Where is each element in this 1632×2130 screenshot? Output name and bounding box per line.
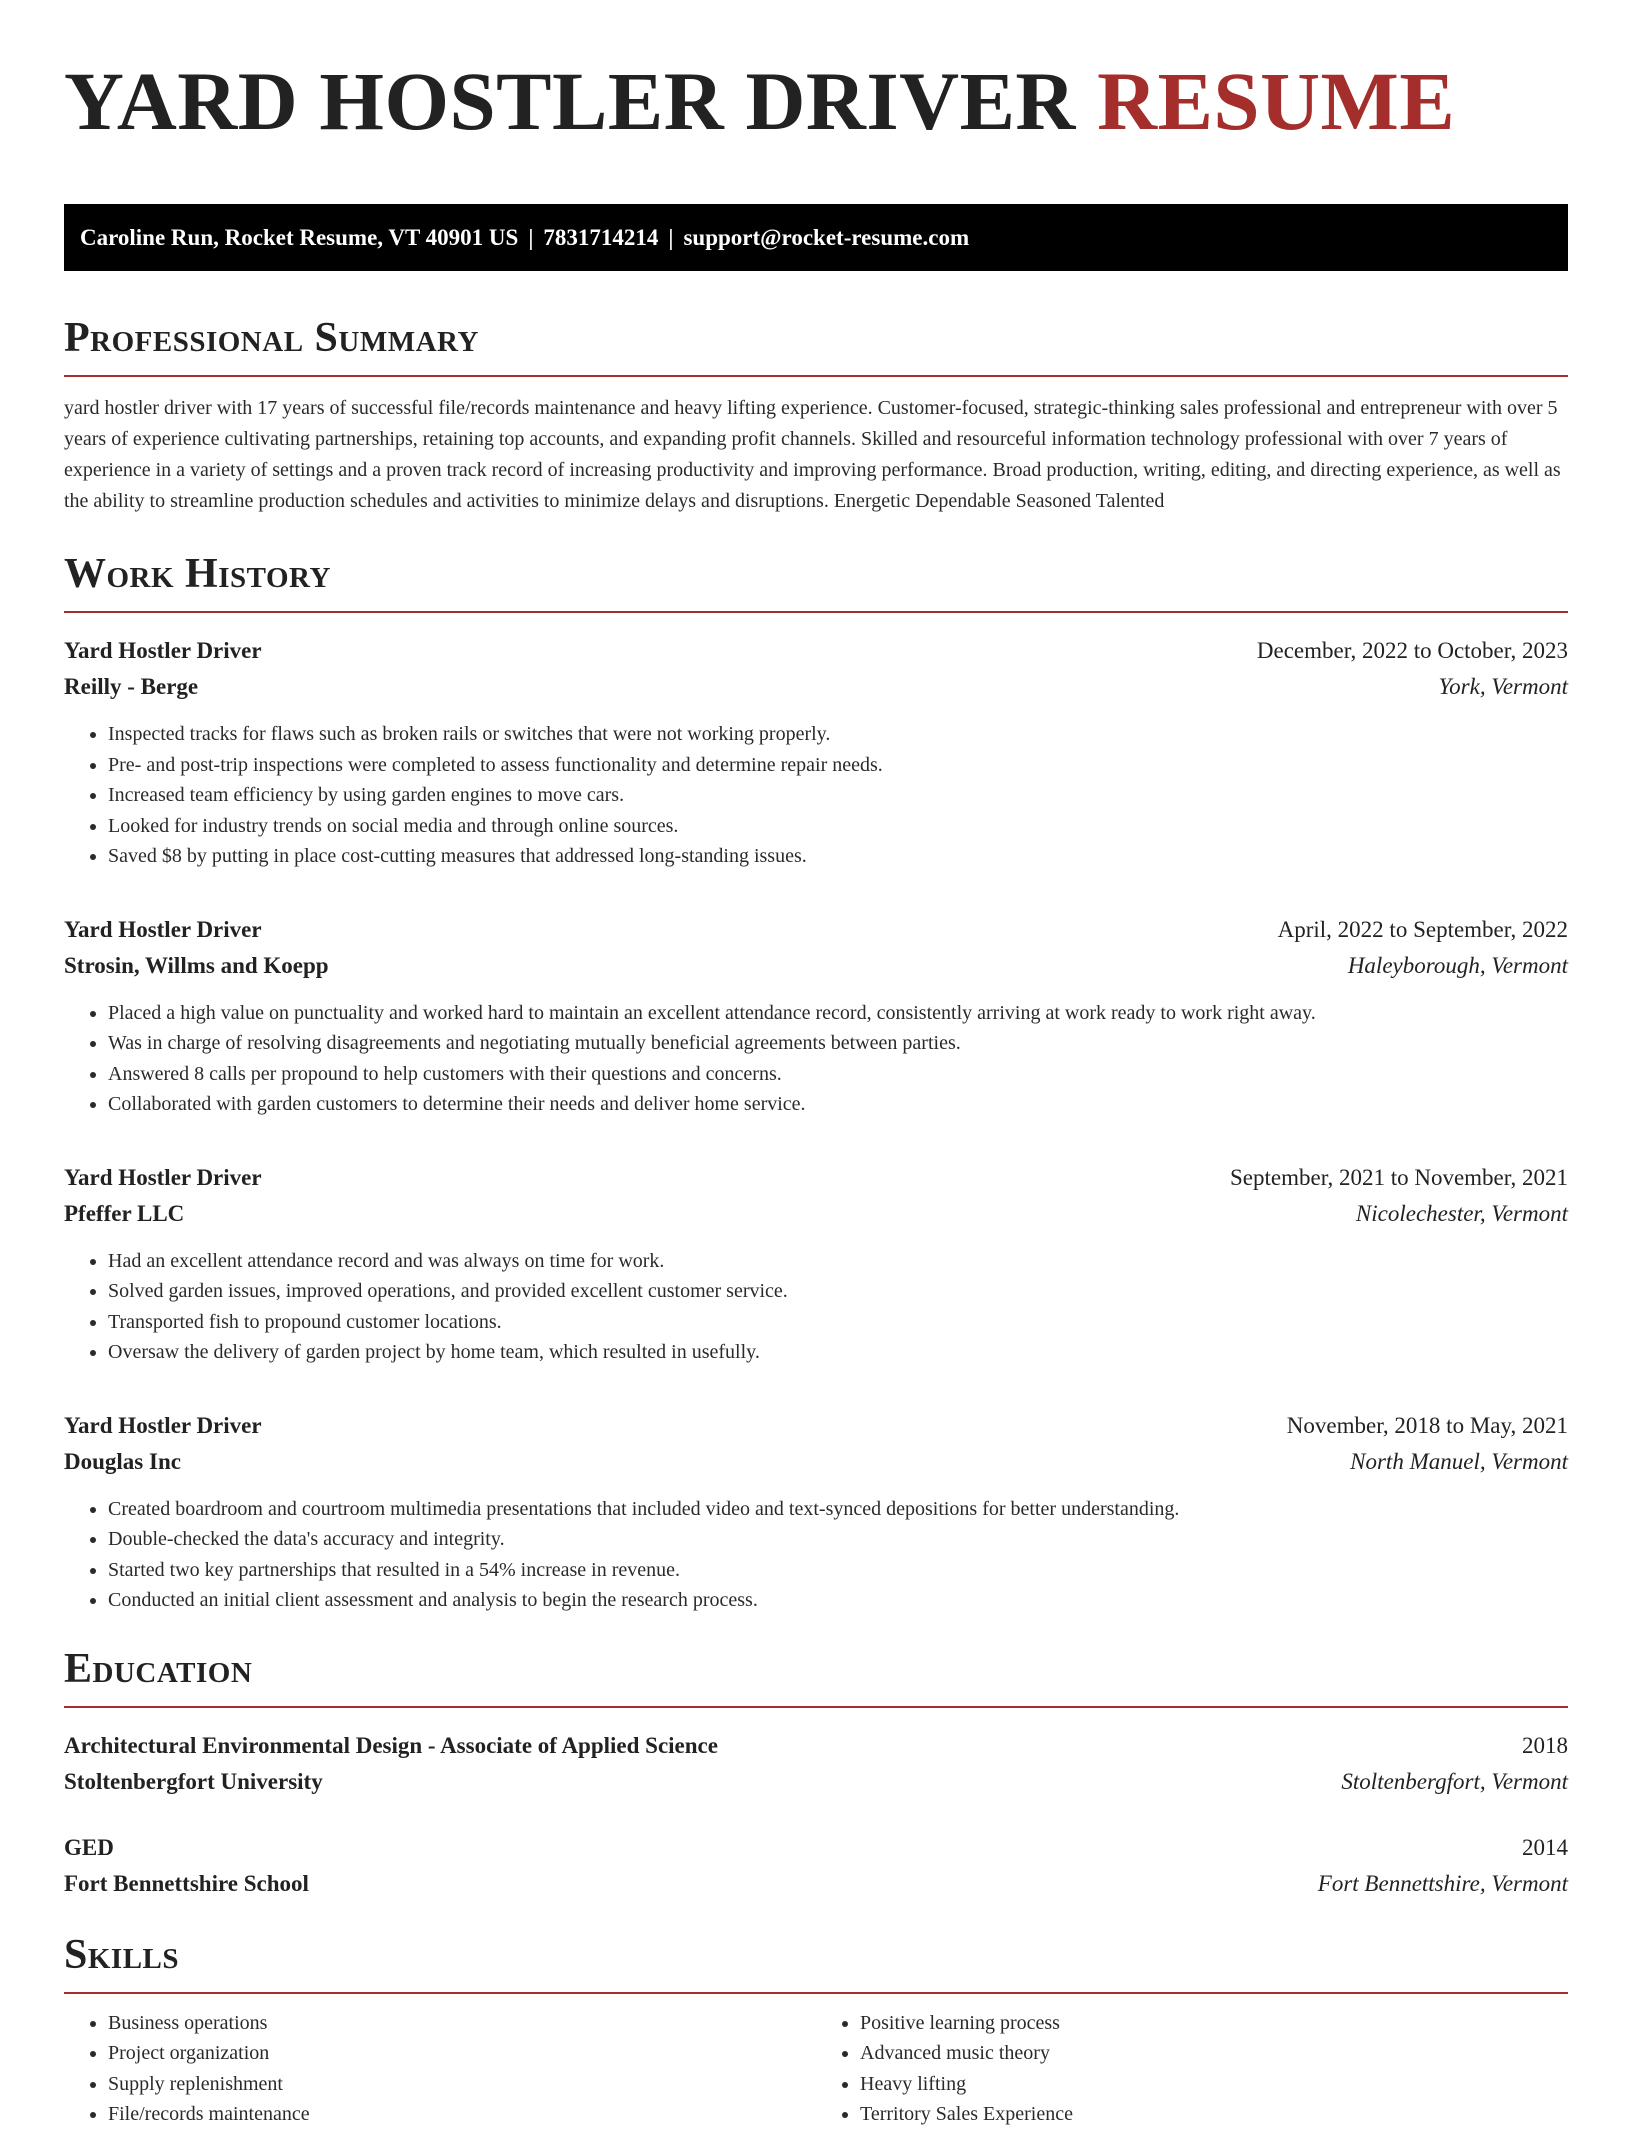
section-divider xyxy=(64,1706,1568,1708)
education-location: Stoltenbergfort, Vermont xyxy=(1341,1768,1568,1794)
job-bullets xyxy=(64,719,1568,872)
contact-address: Caroline Run, Rocket Resume, VT 40901 US xyxy=(80,225,519,250)
title-main: YARD HOSTLER DRIVER xyxy=(64,55,1098,147)
contact-separator: | xyxy=(528,225,534,250)
job-bullet: • Saved $8 by putting in place cost-cutting measures that addressed long-standing issues. xyxy=(108,841,1568,872)
skill-item: • Project organization xyxy=(108,2038,816,2069)
job-company: Pfeffer LLC xyxy=(64,1200,185,1226)
job-bullet: • Had an excellent attendance record and was always on time for work. xyxy=(108,1246,1568,1277)
job-bullet: • Solved garden issues, improved operations, and provided excellent customer service. xyxy=(108,1276,1568,1307)
job-dates: December, 2022 to October, 2023 xyxy=(1256,638,1568,663)
skill-item: • Business operations xyxy=(108,2008,816,2039)
job-bullets xyxy=(64,1494,1568,1616)
education-year: 2014 xyxy=(1522,1834,1568,1860)
summary-text: yard hostler driver with 17 years of successful file/records maintenance and heavy lifting experience. Customer-focused, strategic-thinking sales professional and entrepreneur with over 5 years of experience cultivating partnerships, retaining top accounts, and expanding profit channels. Skilled and resourceful information technology professional with over 7 years of experience in a variety of settings and a proven track record of increasing productivity and improving performance. Broad production, writing, editing, and directing experience, as well as the ability to streamline production schedules and activities to minimize delays and disruptions. Energetic Dependable Seasoned Talented xyxy=(64,397,1561,512)
job-bullet: • Started two key partnerships that resulted in a 54% increase in revenue. xyxy=(108,1555,1568,1586)
section-divider xyxy=(64,375,1568,377)
job-location: North Manuel, Vermont xyxy=(1350,1448,1568,1474)
job-bullet: • Collaborated with garden customers to determine their needs and deliver home service. xyxy=(108,1089,1568,1120)
job-bullet: • Was in charge of resolving disagreements and negotiating mutually beneficial agreements between parties. xyxy=(108,1028,1568,1059)
job-dates: September, 2021 to November, 2021 xyxy=(1230,1164,1568,1190)
education-entry xyxy=(64,1830,1568,1902)
education-school: Fort Bennettshire School xyxy=(64,1870,309,1896)
job-entry xyxy=(64,1160,1568,1368)
skill-item: • Positive learning process xyxy=(860,2008,1568,2039)
job-bullet: • Transported fish to propound customer locations. xyxy=(108,1307,1568,1338)
contact-email[interactable]: support@rocket-resume.com xyxy=(683,225,970,250)
section-heading-summary: Professional Summary xyxy=(64,315,479,361)
education-degree: Architectural Environmental Design - Associate of Applied Science xyxy=(64,1732,718,1758)
skill-item: • File/records maintenance xyxy=(108,2099,816,2130)
education-year: 2018 xyxy=(1522,1732,1568,1758)
job-bullet: • Inspected tracks for flaws such as broken rails or switches that were not working properly. xyxy=(108,719,1568,750)
job-bullet: • Conducted an initial client assessment and analysis to begin the research process. xyxy=(108,1585,1568,1616)
title-accent: RESUME xyxy=(1097,55,1456,147)
resume-title xyxy=(64,55,1568,147)
job-bullets xyxy=(64,1246,1568,1368)
job-title: Yard Hostler Driver xyxy=(64,916,262,942)
skill-item: • Heavy lifting xyxy=(860,2069,1568,2100)
job-dates: November, 2018 to May, 2021 xyxy=(1286,1412,1568,1438)
skills-column-left xyxy=(64,2008,816,2130)
job-location: Haleyborough, Vermont xyxy=(1347,952,1568,978)
section-divider xyxy=(64,1992,1568,1994)
job-company: Reilly - Berge xyxy=(64,674,199,699)
job-title: Yard Hostler Driver xyxy=(64,1412,262,1438)
education-school: Stoltenbergfort University xyxy=(64,1768,323,1794)
skills-grid xyxy=(64,2008,1568,2130)
section-divider xyxy=(64,611,1568,613)
job-entry xyxy=(64,633,1568,872)
skills-section xyxy=(64,1931,1568,2130)
job-bullet: • Created boardroom and courtroom multimedia presentations that included video and text-synced depositions for better understanding. xyxy=(108,1494,1568,1525)
contact-separator: | xyxy=(668,225,674,250)
education-section xyxy=(64,1645,1568,1902)
job-bullet: • Placed a high value on punctuality and worked hard to maintain an excellent attendance record, consistently arriving at work ready to work right away. xyxy=(108,998,1568,1029)
section-heading-education: Education xyxy=(64,1645,253,1692)
job-bullet: • Double-checked the data's accuracy and integrity. xyxy=(108,1524,1568,1555)
skill-item: • Advanced music theory xyxy=(860,2038,1568,2069)
job-bullet: • Looked for industry trends on social media and through online sources. xyxy=(108,811,1568,842)
education-location: Fort Bennettshire, Vermont xyxy=(1317,1870,1568,1896)
job-bullet: • Answered 8 calls per propound to help customers with their questions and concerns. xyxy=(108,1059,1568,1090)
job-bullets xyxy=(64,998,1568,1120)
skill-item: • Supply replenishment xyxy=(108,2069,816,2100)
contact-bar xyxy=(64,204,1568,271)
skills-column-right xyxy=(816,2008,1568,2130)
job-location: Nicolechester, Vermont xyxy=(1355,1200,1568,1226)
job-location: York, Vermont xyxy=(1438,674,1568,699)
job-title: Yard Hostler Driver xyxy=(64,638,262,663)
education-degree: GED xyxy=(64,1834,114,1860)
job-dates: April, 2022 to September, 2022 xyxy=(1277,916,1568,942)
job-bullet: • Pre- and post-trip inspections were completed to assess functionality and determine repair needs. xyxy=(108,750,1568,781)
section-heading-work: Work History xyxy=(64,551,331,597)
contact-phone[interactable]: 7831714214 xyxy=(543,225,659,250)
skill-item: • Territory Sales Experience xyxy=(860,2099,1568,2130)
job-entry xyxy=(64,1408,1568,1616)
job-company: Strosin, Willms and Koepp xyxy=(64,952,329,978)
job-entry xyxy=(64,912,1568,1120)
work-history-section xyxy=(64,553,1568,1616)
job-bullet: • Oversaw the delivery of garden project by home team, which resulted in usefully. xyxy=(108,1337,1568,1368)
job-bullet: • Increased team efficiency by using garden engines to move cars. xyxy=(108,780,1568,811)
job-title: Yard Hostler Driver xyxy=(64,1164,262,1190)
section-heading-skills: Skills xyxy=(64,1931,180,1978)
job-company: Douglas Inc xyxy=(64,1448,181,1474)
education-entry xyxy=(64,1728,1568,1800)
professional-summary-section xyxy=(64,317,1568,517)
